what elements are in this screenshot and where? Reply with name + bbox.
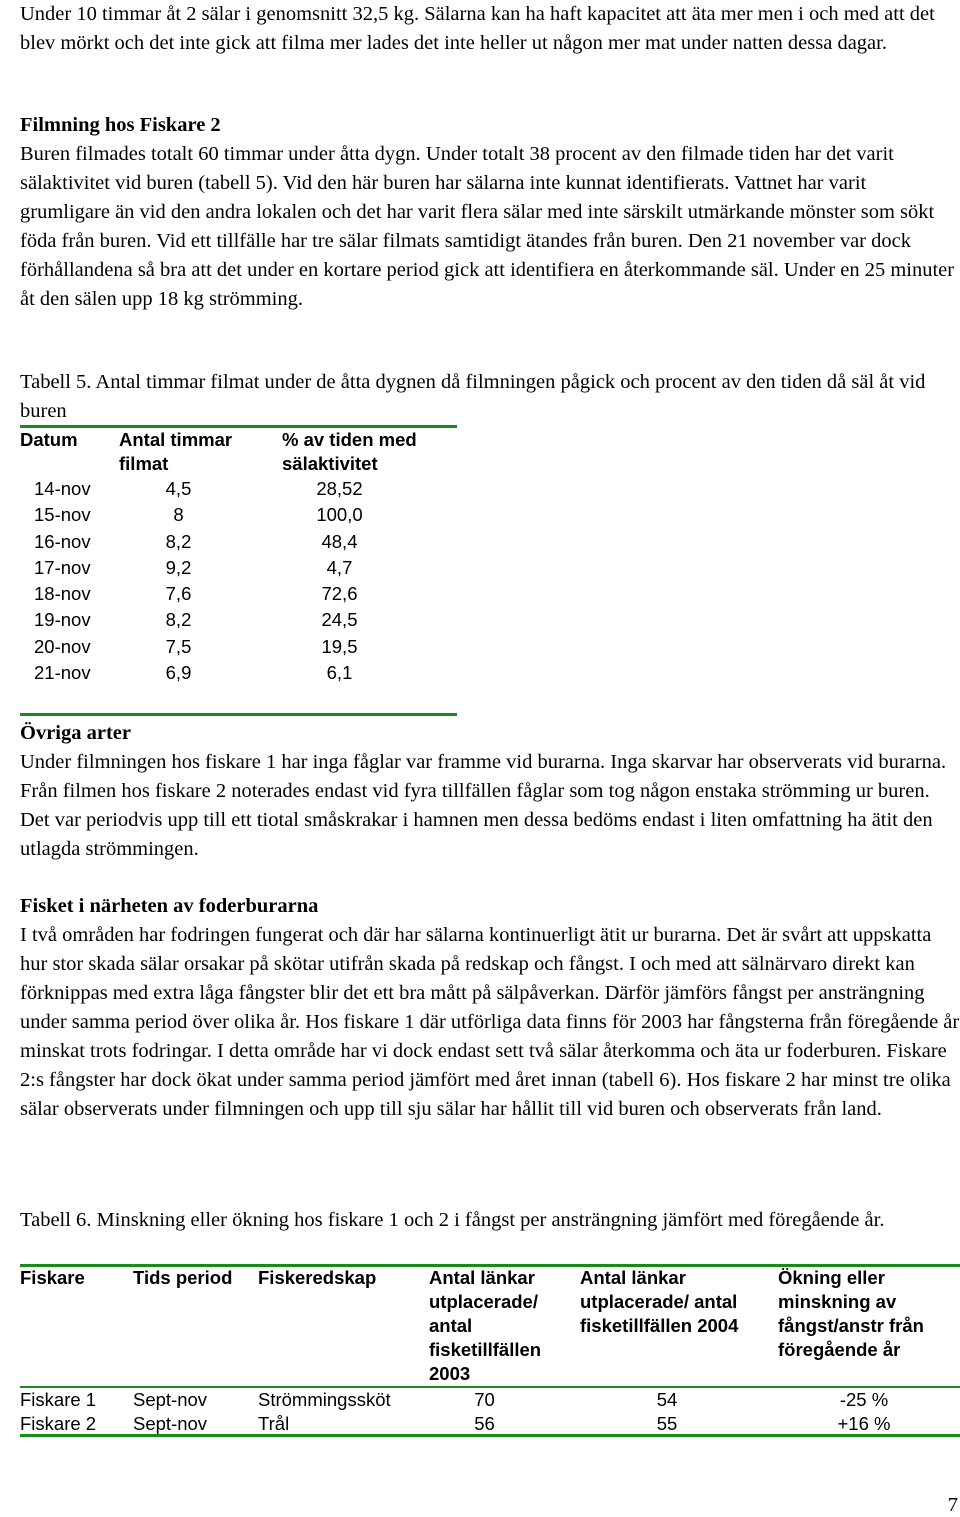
table-cell: 28,52 — [316, 478, 363, 499]
section-ovriga-arter — [20, 719, 955, 864]
table-cell: 54 — [656, 1389, 678, 1410]
table-row — [20, 660, 457, 686]
table-row — [20, 1412, 960, 1436]
table-cell: -25 % — [839, 1389, 889, 1410]
section-heading: Övriga arter — [20, 722, 131, 744]
table-cell: 8,2 — [165, 609, 192, 631]
table-cell: 16-nov — [34, 530, 91, 552]
table-row — [20, 634, 457, 660]
table-cell: Sept-nov — [133, 1413, 208, 1434]
table-header: Fiskeredskap — [258, 1267, 377, 1288]
table6 — [20, 1266, 960, 1436]
table5 — [20, 425, 457, 686]
table6-caption: Tabell 6. Minskning eller ökning hos fiskare 1 och 2 i fångst per ansträngning jämfört med föregående år. — [20, 1209, 885, 1231]
table-cell: 70 — [474, 1389, 495, 1410]
table-header: % av tiden med sälaktivitet — [282, 429, 417, 474]
table-cell: 48,4 — [321, 530, 358, 552]
table-cell: 24,5 — [321, 609, 358, 631]
table-cell: 19,5 — [321, 635, 358, 657]
section-fiskare2 — [20, 111, 955, 314]
table-cell: 8,2 — [165, 530, 192, 552]
table-cell: 4,7 — [326, 556, 353, 578]
table-cell: 7,5 — [165, 635, 192, 657]
table-cell: Sept-nov — [133, 1389, 208, 1410]
table-cell: 20-nov — [34, 635, 91, 657]
table-cell: 14-nov — [34, 478, 91, 499]
table-cell: 18-nov — [34, 583, 91, 605]
table-cell: 6,1 — [326, 662, 353, 684]
table-header: Ökning eller minskning av fångst/anstr från föregående år — [778, 1267, 924, 1360]
section-body: I två områden har fodringen fungerat och där har sälarna kontinuerligt ätit ur burarna. Det är svårt att uppskatta hur stor skada sälar orsakar på skötar utifrån skada på redskap och fångst. I och med att sälnärvaro direkt kan förknippas med extra låga fångster blir det ett bra mått på sälpåverkan. Därför jämförs fångst per ansträngning under samma period över olika år. Hos fiskare 1 där utförliga data finns för 2003 har fångsterna från föregående år minskat trots fodringar. I detta område har vi dock endast sett två sälar återkomma och äta ur foderburen. Fiskare 2:s fångster har dock ökat under samma period jämfört med året innan (tabell 6). Hos fiskare 2 har minst tre olika sälar observerats under filmningen och upp till sju sälar har hållit till vid buren och observerats från land. — [20, 924, 960, 1120]
table5-bottom-rule — [20, 713, 457, 716]
table-header: Antal länkar utplacerade/ antal fisketillfällen 2004 — [580, 1267, 739, 1336]
table-row — [20, 529, 457, 555]
table-row — [20, 502, 457, 528]
table-cell: 8 — [173, 504, 184, 526]
table-cell: 19-nov — [34, 609, 91, 631]
section-heading: Filmning hos Fiskare 2 — [20, 114, 221, 136]
page-number: 7 — [947, 1494, 958, 1516]
table-row — [20, 1387, 960, 1412]
section-body: Under filmningen hos fiskare 1 har inga fåglar var framme vid burarna. Inga skarvar har observerats vid burarna. Från filmen hos fiskare 2 noterades endast vid fyra tillfällen fåglar som tog någon enstaka strömming ur buren. Det var periodvis upp till ett tiotal småskrakar i hamnen men dessa bedöms endast i liten omfattning ha ätit den utlagda strömmingen. — [20, 751, 947, 860]
table-row — [20, 476, 457, 502]
table-row — [20, 555, 457, 581]
table6-bottom-rule — [20, 1434, 960, 1437]
table-cell: Trål — [258, 1413, 290, 1434]
table-header: Antal länkar utplacerade/ antal fisketillfällen 2003 — [429, 1267, 542, 1384]
table-cell: 15-nov — [34, 504, 91, 526]
table-cell: Strömmingssköt — [258, 1389, 391, 1410]
section-fisket — [20, 892, 960, 1124]
section-heading: Fisket i närheten av foderburarna — [20, 895, 319, 917]
table-row — [20, 581, 457, 607]
table-cell: +16 % — [837, 1413, 891, 1434]
table-cell: 55 — [656, 1413, 678, 1434]
table-header: Fiskare — [20, 1267, 85, 1288]
table-cell: 7,6 — [165, 583, 192, 605]
table-cell: 6,9 — [165, 662, 192, 684]
table-cell: 17-nov — [34, 556, 91, 578]
table-cell: 9,2 — [165, 556, 192, 578]
table-row — [20, 607, 457, 633]
table-cell: 4,5 — [165, 478, 192, 499]
section-body: Buren filmades totalt 60 timmar under åtta dygn. Under totalt 38 procent av den filmade tiden har det varit sälaktivitet vid buren (tabell 5). Vid den här buren har sälarna inte kunnat identifierats. Vattnet har varit grumligare än vid den andra lokalen och det har varit flera sälar med inte särskilt utmärkande mönster som sökt föda från buren. Vid ett tillfälle har tre sälar filmats samtidigt ätandes från buren. Den 21 november var dock förhållandena så bra att det under en kortare period gick att identifiera en återkommande säl. Under en 25 minuter åt den sälen upp 18 kg strömming. — [20, 143, 955, 310]
table-header: Antal timmar filmat — [119, 429, 233, 474]
table-header: Datum — [20, 429, 78, 450]
table-cell: Fiskare 1 — [20, 1389, 97, 1410]
table-cell: 100,0 — [316, 504, 363, 526]
table-cell: Fiskare 2 — [20, 1413, 97, 1434]
table-cell: 21-nov — [34, 662, 91, 684]
intro-paragraph: Under 10 timmar åt 2 sälar i genomsnitt 32,5 kg. Sälarna kan ha haft kapacitet att äta mer men i och med att det blev mörkt och det inte gick att filma mer lades det inte heller ut någon mer mat under natten dessa dagar. — [20, 3, 935, 54]
table-cell: 56 — [474, 1413, 495, 1434]
table-cell: 72,6 — [321, 583, 358, 605]
table-header: Tids period — [133, 1267, 233, 1288]
table5-caption: Tabell 5. Antal timmar filmat under de åtta dygnen då filmningen pågick och procent av den tiden då säl åt vid buren — [20, 371, 926, 422]
